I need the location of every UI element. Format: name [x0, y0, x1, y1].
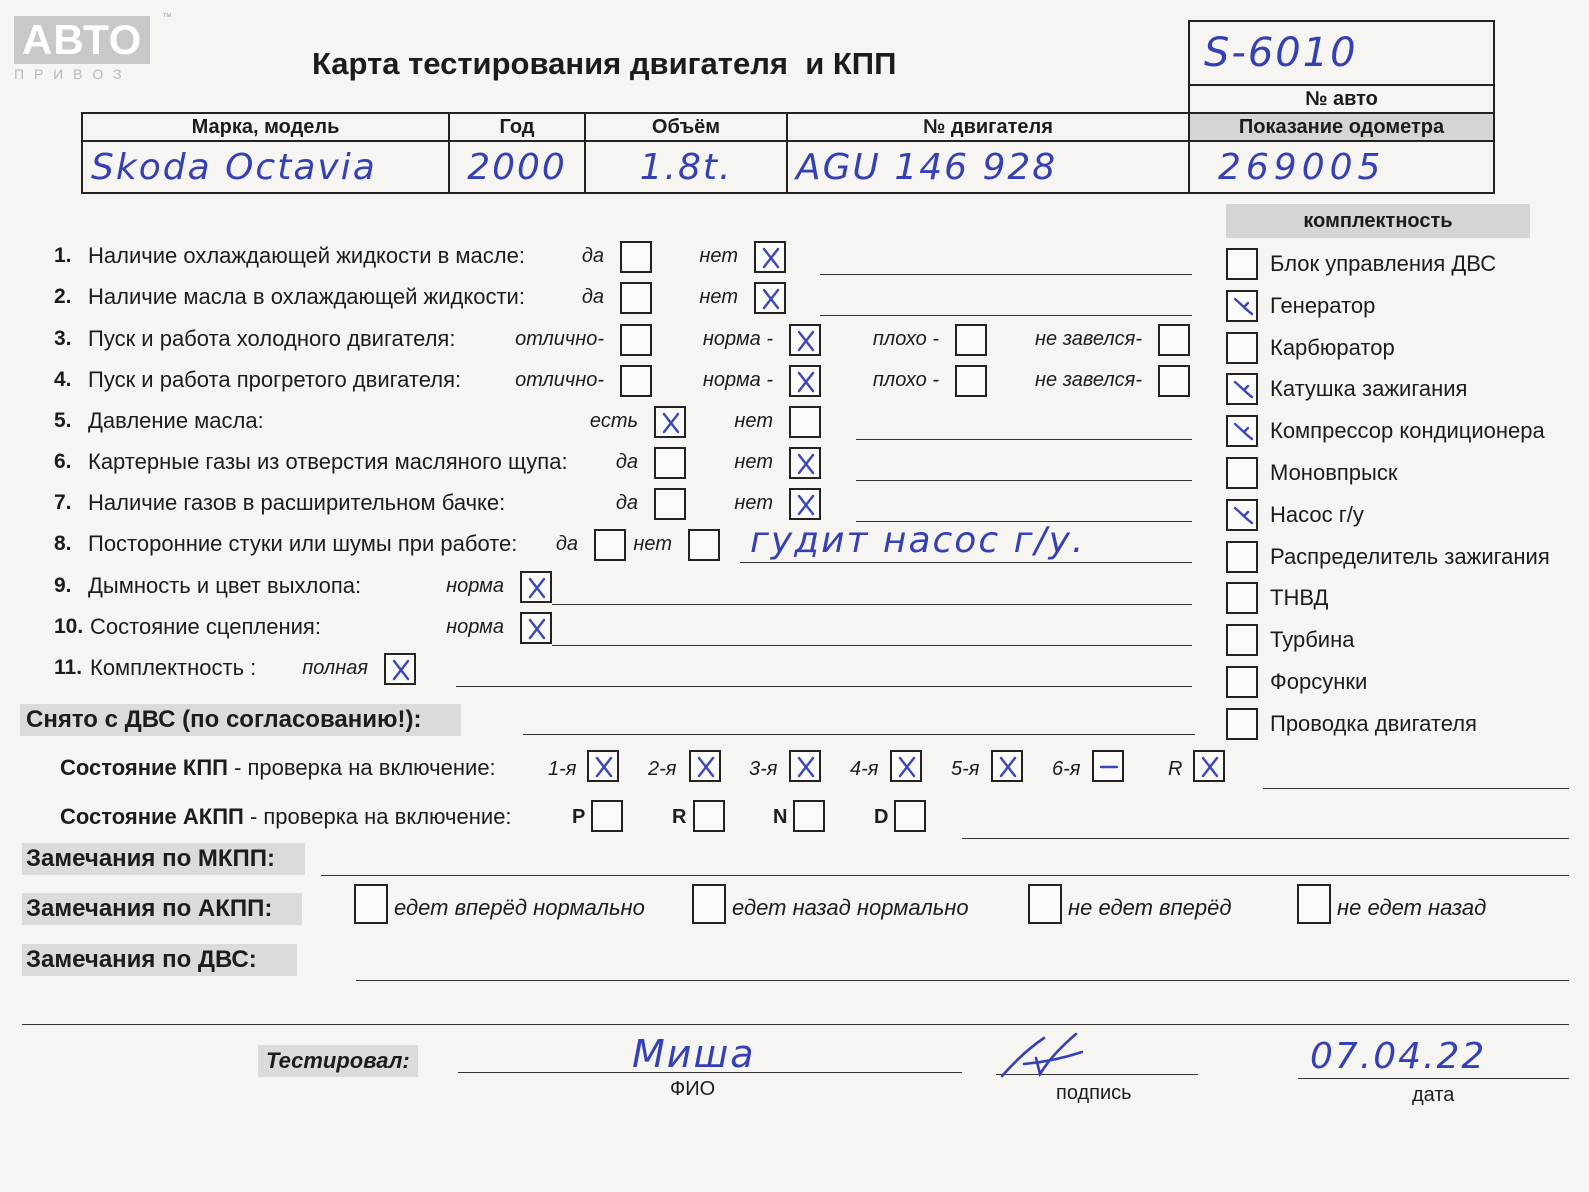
completeness-item: Распределитель зажигания — [1270, 543, 1550, 569]
question-number: 1. — [54, 244, 72, 267]
option-label: да — [555, 533, 578, 555]
gear-checkbox[interactable] — [789, 750, 821, 782]
answer-line — [552, 604, 1192, 605]
completeness-item: Форсунки — [1270, 669, 1368, 694]
brand-label: Марка, модель — [82, 113, 449, 141]
question-number: 11. — [54, 656, 83, 679]
gear-label: 3-я — [749, 758, 778, 780]
option-label: отлично- — [515, 369, 604, 391]
option-checkbox[interactable] — [1158, 365, 1190, 397]
option-label: да — [615, 492, 638, 514]
question-number: 9. — [54, 574, 72, 597]
option-label: плохо - — [872, 369, 939, 391]
option-label: нет — [699, 245, 738, 267]
question-number: 3. — [54, 327, 72, 350]
completeness-item: ТНВД — [1270, 585, 1329, 611]
completeness-item: Генератор — [1270, 292, 1376, 318]
option-label: не завелся- — [1035, 369, 1142, 391]
completeness-checkbox[interactable] — [1226, 541, 1258, 573]
option-label: полная — [302, 657, 368, 679]
option-checkbox[interactable] — [520, 571, 552, 603]
option-checkbox[interactable] — [955, 324, 987, 356]
question-number: 4. — [54, 368, 72, 391]
year-value: 2000 — [467, 146, 567, 188]
completeness-checkbox[interactable] — [1226, 290, 1258, 322]
handwritten-note: гудит насос г/у. — [750, 520, 1086, 561]
year-label: Год — [449, 113, 585, 141]
date-line — [1298, 1078, 1569, 1079]
option-label: норма — [446, 616, 504, 638]
option-label: нет — [734, 410, 773, 432]
kpp-label-rest: - проверка на включение: — [227, 755, 496, 780]
gear-checkbox[interactable] — [587, 750, 619, 782]
gear-label: 1-я — [548, 758, 577, 780]
akpp-line — [962, 838, 1569, 839]
gear-label: 4-я — [850, 758, 879, 780]
question-text: Состояние сцепления: — [90, 614, 321, 639]
option-label: норма — [446, 575, 504, 597]
signature — [996, 1028, 1106, 1082]
akpp-remark-option: не едет вперёд — [1068, 895, 1232, 920]
option-label: норма - — [702, 328, 773, 350]
akpp-remark-checkbox[interactable] — [1297, 884, 1331, 924]
gear-checkbox[interactable] — [1193, 750, 1225, 782]
akpp-mode-label: P — [572, 806, 586, 828]
akpp-mode-checkbox[interactable] — [793, 800, 825, 832]
answer-line — [456, 686, 1192, 687]
gear-label: R — [1168, 758, 1183, 780]
header-table — [81, 84, 1495, 194]
completeness-checkbox[interactable] — [1226, 666, 1258, 698]
completeness-checkbox[interactable] — [1226, 415, 1258, 447]
completeness-checkbox[interactable] — [1226, 499, 1258, 531]
option-label: нет — [699, 286, 738, 308]
gear-checkbox[interactable] — [890, 750, 922, 782]
answer-line — [856, 480, 1192, 481]
answer-line — [820, 315, 1192, 316]
option-label: да — [581, 286, 604, 308]
remarks-akpp-label: Замечания по АКПП: — [22, 893, 302, 925]
question-text: Наличие газов в расширительном бачке: — [88, 490, 506, 515]
logo-sub: П Р И В О З — [14, 66, 125, 82]
option-checkbox[interactable] — [384, 653, 416, 685]
gear-label: 2-я — [648, 758, 677, 780]
completeness-item: Моновпрыск — [1270, 460, 1398, 485]
remarks-mkpp-line — [321, 875, 1569, 876]
option-label: не завелся- — [1035, 328, 1142, 350]
akpp-remark-checkbox[interactable] — [692, 884, 726, 924]
option-checkbox[interactable] — [688, 529, 720, 561]
remarks-mkpp-label: Замечания по МКПП: — [22, 843, 305, 875]
akpp-remark-checkbox[interactable] — [1028, 884, 1062, 924]
completeness-checkbox[interactable] — [1226, 582, 1258, 614]
answer-line — [820, 274, 1192, 275]
question-text: Пуск и работа холодного двигателя: — [88, 326, 456, 351]
question-number: 5. — [54, 409, 72, 432]
gear-checkbox[interactable] — [1092, 750, 1124, 782]
engine-no-value: AGU 146 928 — [796, 146, 1058, 188]
option-label: есть — [589, 410, 638, 432]
kpp-line — [1263, 788, 1569, 789]
name-caption: ФИО — [670, 1078, 716, 1100]
question-text: Давление масла: — [88, 408, 264, 433]
completeness-checkbox[interactable] — [1226, 708, 1258, 740]
question-text: Комплектность : — [90, 655, 257, 680]
logo-main: АВТО — [14, 16, 150, 64]
question-number: 8. — [54, 532, 72, 555]
completeness-checkbox[interactable] — [1226, 332, 1258, 364]
question-number: 2. — [54, 285, 72, 308]
volume-label: Объём — [585, 113, 787, 141]
akpp-remark-option: едет вперёд нормально — [394, 895, 645, 920]
option-checkbox[interactable] — [789, 447, 821, 479]
completeness-checkbox[interactable] — [1226, 248, 1258, 280]
completeness-item: Блок управления ДВС — [1270, 251, 1497, 276]
remarks-dvs-label: Замечания по ДВС: — [22, 944, 297, 976]
akpp-remark-option: не едет назад — [1337, 895, 1487, 920]
completeness-item: Карбюратор — [1270, 334, 1395, 360]
question-number: 10. — [54, 615, 84, 638]
option-label: да — [615, 451, 638, 473]
akpp-remark-option: едет назад нормально — [732, 895, 969, 920]
option-label: отлично- — [515, 328, 604, 350]
option-checkbox[interactable] — [754, 241, 786, 273]
option-checkbox[interactable] — [789, 406, 821, 438]
option-checkbox[interactable] — [754, 282, 786, 314]
gear-label: 5-я — [951, 758, 980, 780]
answer-line — [856, 439, 1192, 440]
akpp-mode-checkbox[interactable] — [894, 800, 926, 832]
logo — [14, 12, 172, 82]
question-number: 7. — [54, 491, 72, 514]
question-text: Дымность и цвет выхлопа: — [88, 573, 362, 598]
odometer-value: 269005 — [1218, 146, 1386, 188]
logo-tm: ™ — [162, 12, 172, 23]
question-text: Пуск и работа прогретого двигателя: — [88, 367, 462, 392]
completeness-item: Проводка двигателя — [1270, 710, 1477, 736]
auto-no-label: № авто — [1189, 85, 1494, 113]
akpp-mode-label: R — [672, 806, 687, 828]
answer-line — [552, 645, 1192, 646]
akpp-mode-label: N — [773, 806, 788, 828]
question-text: Наличие масла в охлаждающей жидкости: — [88, 284, 525, 309]
odometer-label: Показание одометра — [1189, 113, 1494, 141]
option-label: норма - — [702, 369, 773, 391]
question-number: 6. — [54, 450, 72, 473]
remarks-dvs-line-2 — [22, 1024, 1569, 1025]
id-number: S-6010 — [1204, 30, 1358, 76]
id-box — [1188, 20, 1495, 84]
option-label: нет — [633, 533, 672, 555]
engine-no-label: № двигателя — [787, 113, 1189, 141]
completeness-item: Катушка зажигания — [1270, 376, 1468, 402]
removed-line — [523, 734, 1195, 735]
completeness-checkbox[interactable] — [1226, 373, 1258, 405]
option-checkbox[interactable] — [789, 488, 821, 520]
page-title: Карта тестирования двигателя и КПП — [312, 46, 897, 81]
completeness-item: Компрессор кондиционера — [1270, 418, 1545, 444]
kpp-label — [60, 755, 496, 781]
tested-label: Тестировал: — [258, 1045, 418, 1077]
volume-value: 1.8t. — [639, 146, 733, 188]
gear-checkbox[interactable] — [689, 750, 721, 782]
question-text: Картерные газы из отверстия масляного щупа: — [88, 449, 568, 474]
option-label: нет — [734, 492, 773, 514]
kpp-label-bold: Состояние КПП — [60, 755, 228, 780]
option-checkbox[interactable] — [520, 612, 552, 644]
completeness-checkbox[interactable] — [1226, 457, 1258, 489]
name-value: Миша — [632, 1032, 756, 1076]
option-checkbox[interactable] — [1158, 324, 1190, 356]
gear-checkbox[interactable] — [991, 750, 1023, 782]
akpp-remark-checkbox[interactable] — [354, 884, 388, 924]
question-text: Наличие охлаждающей жидкости в масле: — [88, 243, 525, 268]
question-text: Посторонние стуки или шумы при работе: — [88, 531, 518, 556]
completeness-item: Турбина — [1270, 627, 1355, 653]
option-checkbox[interactable] — [955, 365, 987, 397]
option-label: плохо - — [872, 328, 939, 350]
completeness-title: комплектность — [1226, 204, 1530, 238]
completeness-item: Насос г/у — [1270, 501, 1364, 527]
remarks-dvs-line — [356, 980, 1569, 981]
akpp-label-bold: Состояние АКПП — [60, 804, 244, 829]
signature-caption: подпись — [1056, 1082, 1132, 1104]
brand-value: Skoda Octavia — [91, 146, 377, 188]
gear-label: 6-я — [1052, 758, 1081, 780]
akpp-label — [60, 804, 512, 830]
completeness-checkbox[interactable] — [1226, 624, 1258, 656]
akpp-mode-label: D — [874, 806, 889, 828]
answer-line — [740, 562, 1192, 563]
removed-label: Снято с ДВС (по согласованию!): — [20, 704, 461, 736]
akpp-mode-checkbox[interactable] — [591, 800, 623, 832]
date-value: 07.04.22 — [1310, 1036, 1487, 1077]
akpp-mode-checkbox[interactable] — [693, 800, 725, 832]
date-caption: дата — [1412, 1084, 1455, 1106]
akpp-label-rest: - проверка на включение: — [243, 804, 512, 829]
option-label: да — [581, 245, 604, 267]
option-label: нет — [734, 451, 773, 473]
